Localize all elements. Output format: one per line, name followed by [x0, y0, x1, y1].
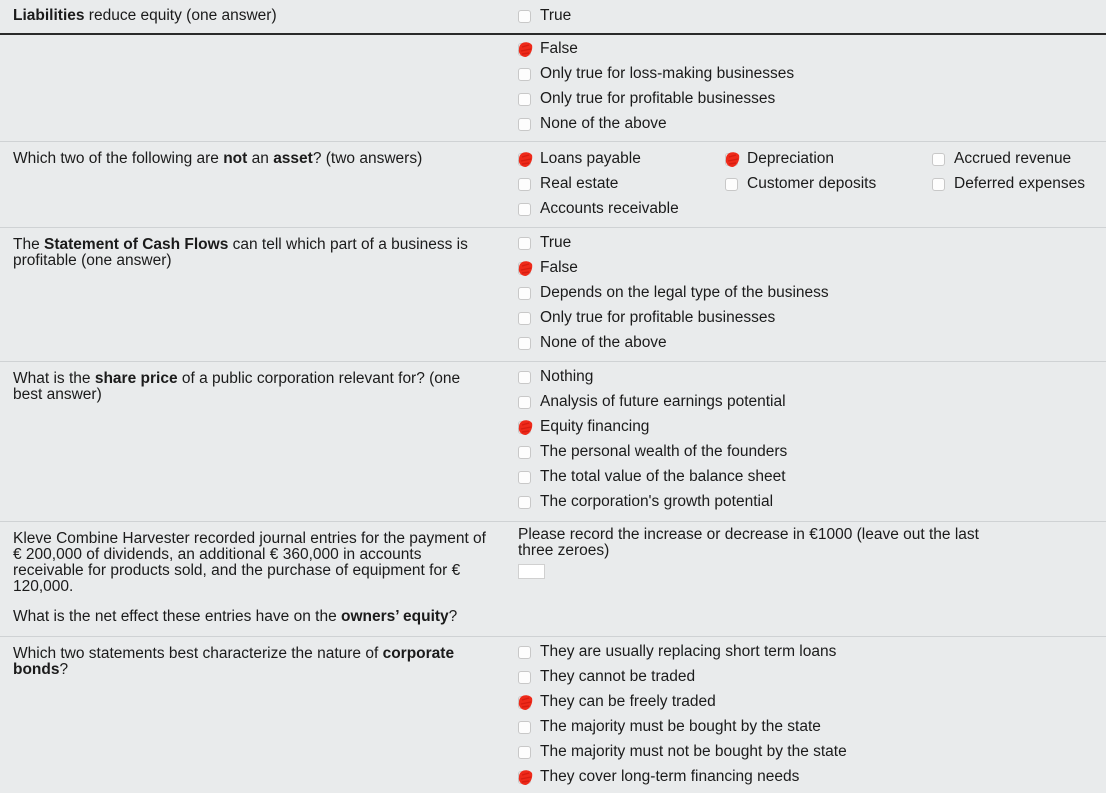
question-row-share-price [0, 361, 1106, 521]
checkbox-checked[interactable] [518, 696, 531, 709]
scribble-mark-icon [518, 769, 533, 786]
question-text: What is the share price of a public corporation relevant for? (one best answer) [13, 370, 461, 403]
option-customer-deposits[interactable]: Customer deposits [725, 174, 876, 194]
checkbox[interactable] [518, 68, 531, 81]
option-loans-payable[interactable]: Loans payable [518, 149, 641, 169]
option-short-term-loans[interactable]: They are usually replacing short term loans [518, 642, 836, 662]
option-real-estate[interactable]: Real estate [518, 174, 618, 194]
scribble-mark-icon [518, 151, 533, 168]
option-none[interactable]: None of the above [518, 114, 667, 134]
checkbox[interactable] [518, 93, 531, 106]
option-bought-by-state[interactable]: The majority must be bought by the state [518, 717, 821, 737]
checkbox[interactable] [518, 396, 531, 409]
question-text: Kleve Combine Harvester recorded journal entries for the payment of € 200,000 of dividends, an additional € 360,000 in accounts receivable for products sold, and the purchase of equipment for € 120,000. What is the net effect these entries have on the owners’ equity? [13, 530, 486, 625]
question-row-owners-equity [0, 521, 1106, 636]
checkbox[interactable] [518, 237, 531, 250]
checkbox[interactable] [518, 337, 531, 350]
option-true[interactable]: True [518, 6, 571, 26]
option-none[interactable]: None of the above [518, 333, 667, 353]
answer-prompt: Please record the increase or decrease in €1000 (leave out the last three zeroes) [518, 526, 979, 559]
checkbox[interactable] [518, 446, 531, 459]
checkbox[interactable] [518, 371, 531, 384]
checkbox[interactable] [518, 721, 531, 734]
checkbox-checked[interactable] [518, 262, 531, 275]
scribble-mark-icon [518, 694, 533, 711]
scribble-mark-icon [518, 419, 533, 436]
option-freely-traded[interactable]: They can be freely traded [518, 692, 716, 712]
option-profitable[interactable]: Only true for profitable businesses [518, 308, 775, 328]
answer-input[interactable] [518, 564, 545, 579]
option-loss-making[interactable]: Only true for loss-making businesses [518, 64, 794, 84]
option-cannot-be-traded[interactable]: They cannot be traded [518, 667, 695, 687]
checkbox-checked[interactable] [518, 421, 531, 434]
option-depreciation[interactable]: Depreciation [725, 149, 834, 169]
checkbox-checked[interactable] [518, 771, 531, 784]
checkbox[interactable] [932, 178, 945, 191]
checkbox-checked[interactable] [725, 153, 738, 166]
question-text: Which two of the following are not an asset? (two answers) [13, 150, 423, 167]
option-false[interactable]: False [518, 258, 578, 278]
option-accrued-revenue[interactable]: Accrued revenue [932, 149, 1071, 169]
option-founders-wealth[interactable]: The personal wealth of the founders [518, 442, 787, 462]
option-balance-sheet[interactable]: The total value of the balance sheet [518, 467, 786, 487]
option-not-bought-by-state[interactable]: The majority must not be bought by the state [518, 742, 847, 762]
question-row-asset [0, 141, 1106, 227]
checkbox[interactable] [518, 178, 531, 191]
scribble-mark-icon [725, 151, 740, 168]
question-text: The Statement of Cash Flows can tell which part of a business is profitable (one answer) [13, 236, 468, 269]
checkbox[interactable] [518, 471, 531, 484]
checkbox[interactable] [932, 153, 945, 166]
option-equity-financing[interactable]: Equity financing [518, 417, 649, 437]
question-row-cash-flows [0, 227, 1106, 361]
scribble-mark-icon [518, 260, 533, 277]
question-text: Which two statements best characterize the nature of corporate bonds? [13, 645, 455, 678]
checkbox[interactable] [725, 178, 738, 191]
checkbox[interactable] [518, 118, 531, 131]
option-long-term-financing[interactable]: They cover long-term financing needs [518, 767, 799, 787]
checkbox-checked[interactable] [518, 43, 531, 56]
checkbox[interactable] [518, 671, 531, 684]
option-accounts-receivable[interactable]: Accounts receivable [518, 199, 679, 219]
question-row-corporate-bonds [0, 636, 1106, 793]
divider [0, 33, 1106, 35]
checkbox[interactable] [518, 746, 531, 759]
checkbox[interactable] [518, 287, 531, 300]
option-false[interactable]: False [518, 39, 578, 59]
scribble-mark-icon [518, 41, 533, 58]
option-deferred-expenses[interactable]: Deferred expenses [932, 174, 1085, 194]
option-legal-type[interactable]: Depends on the legal type of the business [518, 283, 829, 303]
option-growth-potential[interactable]: The corporation's growth potential [518, 492, 773, 512]
question-text: Liabilities reduce equity (one answer) [13, 7, 277, 24]
option-true[interactable]: True [518, 233, 571, 253]
option-profitable[interactable]: Only true for profitable businesses [518, 89, 775, 109]
option-future-earnings[interactable]: Analysis of future earnings potential [518, 392, 786, 412]
checkbox-checked[interactable] [518, 153, 531, 166]
checkbox[interactable] [518, 203, 531, 216]
option-nothing[interactable]: Nothing [518, 367, 593, 387]
checkbox[interactable] [518, 10, 531, 23]
checkbox[interactable] [518, 312, 531, 325]
checkbox[interactable] [518, 496, 531, 509]
checkbox[interactable] [518, 646, 531, 659]
